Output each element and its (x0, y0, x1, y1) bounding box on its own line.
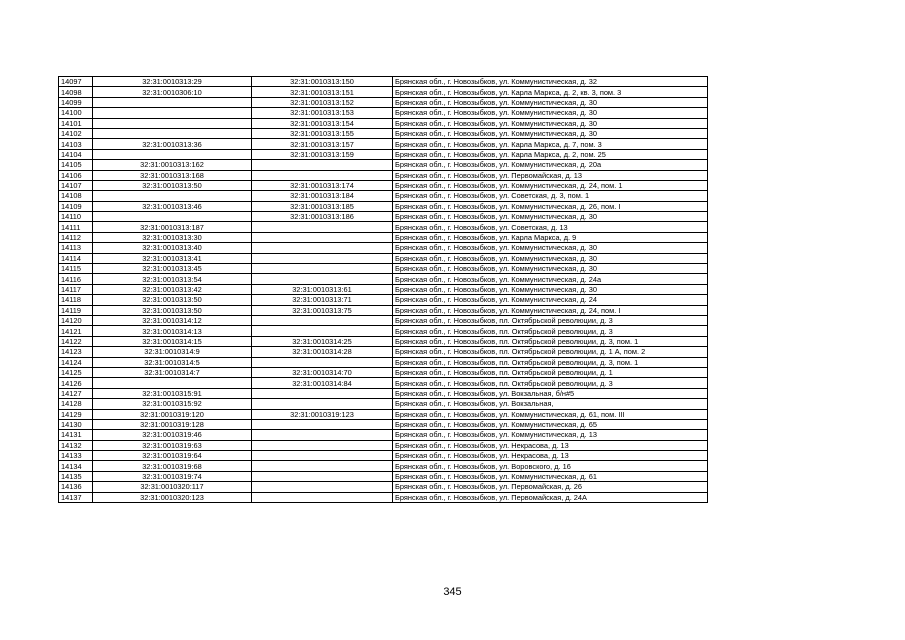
address-cell: Брянская обл., г. Новозыбков, ул. Коммунистическая, д. 30 (393, 284, 708, 294)
cadastral-table (58, 76, 708, 503)
table-row (59, 253, 708, 263)
related-cadastral-number-cell: 32:31:0010313:155 (252, 128, 393, 138)
cadastral-number-cell (93, 97, 252, 107)
address-cell: Брянская обл., г. Новозыбков, ул. Коммунистическая, д. 30 (393, 212, 708, 222)
cadastral-number-cell: 32:31:0010313:45 (93, 264, 252, 274)
cadastral-table-body (59, 77, 708, 503)
address-cell: Брянская обл., г. Новозыбков, ул. Первомайская, д. 24А (393, 492, 708, 502)
row-number-cell: 14125 (59, 367, 93, 377)
table-row (59, 97, 708, 107)
cadastral-number-cell: 32:31:0010320:123 (93, 492, 252, 502)
address-cell: Брянская обл., г. Новозыбков, пл. Октябрьской революции, д. 3 (393, 326, 708, 336)
row-number-cell: 14109 (59, 201, 93, 211)
address-cell: Брянская обл., г. Новозыбков, пл. Октябрьской революции, д. 3 (393, 378, 708, 388)
table-row (59, 357, 708, 367)
row-number-cell: 14133 (59, 451, 93, 461)
table-row (59, 139, 708, 149)
row-number-cell: 14111 (59, 222, 93, 232)
cadastral-number-cell: 32:31:0010313:54 (93, 274, 252, 284)
row-number-cell: 14099 (59, 97, 93, 107)
cadastral-number-cell: 32:31:0010314:12 (93, 315, 252, 325)
related-cadastral-number-cell (252, 419, 393, 429)
related-cadastral-number-cell: 32:31:0010313:61 (252, 284, 393, 294)
table-row (59, 399, 708, 409)
related-cadastral-number-cell (252, 482, 393, 492)
row-number-cell: 14112 (59, 232, 93, 242)
related-cadastral-number-cell: 32:31:0010313:75 (252, 305, 393, 315)
table-row (59, 326, 708, 336)
address-cell: Брянская обл., г. Новозыбков, ул. Первомайская, д. 26 (393, 482, 708, 492)
table-row (59, 492, 708, 502)
row-number-cell: 14121 (59, 326, 93, 336)
address-cell: Брянская обл., г. Новозыбков, ул. Коммунистическая, д. 30 (393, 243, 708, 253)
row-number-cell: 14107 (59, 180, 93, 190)
address-cell: Брянская обл., г. Новозыбков, ул. Коммунистическая, д. 65 (393, 419, 708, 429)
row-number-cell: 14135 (59, 471, 93, 481)
row-number-cell: 14114 (59, 253, 93, 263)
table-row (59, 149, 708, 159)
address-cell: Брянская обл., г. Новозыбков, ул. Коммунистическая, д. 24 (393, 295, 708, 305)
address-cell: Брянская обл., г. Новозыбков, ул. Коммунистическая, д. 32 (393, 77, 708, 87)
related-cadastral-number-cell: 32:31:0010314:70 (252, 367, 393, 377)
address-cell: Брянская обл., г. Новозыбков, ул. Коммунистическая, д. 24, пом. I (393, 305, 708, 315)
related-cadastral-number-cell: 32:31:0010314:84 (252, 378, 393, 388)
cadastral-number-cell: 32:31:0010319:64 (93, 451, 252, 461)
table-row (59, 378, 708, 388)
related-cadastral-number-cell (252, 264, 393, 274)
row-number-cell: 14108 (59, 191, 93, 201)
row-number-cell: 14131 (59, 430, 93, 440)
address-cell: Брянская обл., г. Новозыбков, пл. Октябрьской революции, д. 1 (393, 367, 708, 377)
table-row (59, 87, 708, 97)
related-cadastral-number-cell: 32:31:0010313:153 (252, 108, 393, 118)
table-row (59, 284, 708, 294)
related-cadastral-number-cell: 32:31:0010313:71 (252, 295, 393, 305)
cadastral-number-cell: 32:31:0010314:15 (93, 336, 252, 346)
page-number: 345 (443, 586, 462, 598)
cadastral-number-cell (93, 149, 252, 159)
address-cell: Брянская обл., г. Новозыбков, ул. Карла Маркса, д. 9 (393, 232, 708, 242)
row-number-cell: 14115 (59, 264, 93, 274)
cadastral-number-cell: 32:31:0010313:187 (93, 222, 252, 232)
address-cell: Брянская обл., г. Новозыбков, ул. Некрасова, д. 13 (393, 451, 708, 461)
row-number-cell: 14113 (59, 243, 93, 253)
address-cell: Брянская обл., г. Новозыбков, ул. Коммунистическая, д. 30 (393, 128, 708, 138)
row-number-cell: 14130 (59, 419, 93, 429)
cadastral-number-cell (93, 108, 252, 118)
related-cadastral-number-cell (252, 232, 393, 242)
address-cell: Брянская обл., г. Новозыбков, пл. Октябрьской революции, д. 3, пом. 1 (393, 336, 708, 346)
table-row (59, 347, 708, 357)
row-number-cell: 14136 (59, 482, 93, 492)
address-cell: Брянская обл., г. Новозыбков, ул. Коммунистическая, д. 61, пом. III (393, 409, 708, 419)
table-row (59, 336, 708, 346)
row-number-cell: 14100 (59, 108, 93, 118)
table-row (59, 440, 708, 450)
cadastral-number-cell: 32:31:0010319:120 (93, 409, 252, 419)
related-cadastral-number-cell: 32:31:0010313:174 (252, 180, 393, 190)
address-cell: Брянская обл., г. Новозыбков, ул. Коммунистическая, д. 30 (393, 108, 708, 118)
address-cell: Брянская обл., г. Новозыбков, ул. Вокзальная, б/н#5 (393, 388, 708, 398)
row-number-cell: 14104 (59, 149, 93, 159)
cadastral-number-cell: 32:31:0010313:30 (93, 232, 252, 242)
table-row (59, 77, 708, 87)
table-row (59, 232, 708, 242)
cadastral-number-cell: 32:31:0010314:13 (93, 326, 252, 336)
cadastral-number-cell: 32:31:0010306:10 (93, 87, 252, 97)
related-cadastral-number-cell (252, 222, 393, 232)
cadastral-number-cell: 32:31:0010313:50 (93, 295, 252, 305)
address-cell: Брянская обл., г. Новозыбков, ул. Коммунистическая, д. 30 (393, 118, 708, 128)
table-row (59, 118, 708, 128)
row-number-cell: 14103 (59, 139, 93, 149)
address-cell: Брянская обл., г. Новозыбков, ул. Карла Маркса, д. 2, пом. 25 (393, 149, 708, 159)
related-cadastral-number-cell (252, 492, 393, 502)
address-cell: Брянская обл., г. Новозыбков, ул. Коммунистическая, д. 30 (393, 264, 708, 274)
table-row (59, 222, 708, 232)
address-cell: Брянская обл., г. Новозыбков, ул. Коммунистическая, д. 30 (393, 97, 708, 107)
related-cadastral-number-cell: 32:31:0010313:152 (252, 97, 393, 107)
cadastral-number-cell (93, 378, 252, 388)
related-cadastral-number-cell: 32:31:0010313:184 (252, 191, 393, 201)
table-row (59, 274, 708, 284)
related-cadastral-number-cell: 32:31:0010313:151 (252, 87, 393, 97)
related-cadastral-number-cell (252, 170, 393, 180)
address-cell: Брянская обл., г. Новозыбков, ул. Некрасова, д. 13 (393, 440, 708, 450)
row-number-cell: 14110 (59, 212, 93, 222)
related-cadastral-number-cell: 32:31:0010313:159 (252, 149, 393, 159)
related-cadastral-number-cell (252, 399, 393, 409)
row-number-cell: 14105 (59, 160, 93, 170)
row-number-cell: 14119 (59, 305, 93, 315)
table-row (59, 160, 708, 170)
address-cell: Брянская обл., г. Новозыбков, ул. Вокзальная, (393, 399, 708, 409)
address-cell: Брянская обл., г. Новозыбков, ул. Коммунистическая, д. 30 (393, 253, 708, 263)
cadastral-number-cell: 32:31:0010314:7 (93, 367, 252, 377)
related-cadastral-number-cell (252, 451, 393, 461)
cadastral-number-cell: 32:31:0010319:68 (93, 461, 252, 471)
row-number-cell: 14122 (59, 336, 93, 346)
related-cadastral-number-cell (252, 471, 393, 481)
related-cadastral-number-cell: 32:31:0010313:150 (252, 77, 393, 87)
address-cell: Брянская обл., г. Новозыбков, пл. Октябрьской революции, д. 3 (393, 315, 708, 325)
cadastral-number-cell (93, 191, 252, 201)
cadastral-number-cell: 32:31:0010315:92 (93, 399, 252, 409)
address-cell: Брянская обл., г. Новозыбков, ул. Карла Маркса, д. 2, кв. 3, пом. 3 (393, 87, 708, 97)
row-number-cell: 14097 (59, 77, 93, 87)
cadastral-number-cell: 32:31:0010313:36 (93, 139, 252, 149)
table-row (59, 305, 708, 315)
related-cadastral-number-cell: 32:31:0010319:123 (252, 409, 393, 419)
row-number-cell: 14106 (59, 170, 93, 180)
table-row (59, 388, 708, 398)
related-cadastral-number-cell: 32:31:0010313:186 (252, 212, 393, 222)
cadastral-number-cell: 32:31:0010319:63 (93, 440, 252, 450)
address-cell: Брянская обл., г. Новозыбков, ул. Коммунистическая, д. 61 (393, 471, 708, 481)
row-number-cell: 14134 (59, 461, 93, 471)
address-cell: Брянская обл., г. Новозыбков, ул. Коммунистическая, д. 24, пом. 1 (393, 180, 708, 190)
row-number-cell: 14132 (59, 440, 93, 450)
table-row (59, 451, 708, 461)
cadastral-number-cell: 32:31:0010313:50 (93, 180, 252, 190)
table-row (59, 471, 708, 481)
related-cadastral-number-cell (252, 440, 393, 450)
cadastral-number-cell: 32:31:0010314:9 (93, 347, 252, 357)
related-cadastral-number-cell (252, 388, 393, 398)
row-number-cell: 14120 (59, 315, 93, 325)
cadastral-number-cell: 32:31:0010319:128 (93, 419, 252, 429)
row-number-cell: 14102 (59, 128, 93, 138)
table-row (59, 315, 708, 325)
address-cell: Брянская обл., г. Новозыбков, ул. Советская, д. 13 (393, 222, 708, 232)
related-cadastral-number-cell (252, 326, 393, 336)
related-cadastral-number-cell: 32:31:0010313:157 (252, 139, 393, 149)
related-cadastral-number-cell: 32:31:0010314:25 (252, 336, 393, 346)
address-cell: Брянская обл., г. Новозыбков, ул. Первомайская, д. 13 (393, 170, 708, 180)
cadastral-number-cell (93, 212, 252, 222)
table-row (59, 264, 708, 274)
table-row (59, 180, 708, 190)
related-cadastral-number-cell (252, 357, 393, 367)
cadastral-number-cell: 32:31:0010313:29 (93, 77, 252, 87)
cadastral-number-cell (93, 128, 252, 138)
cadastral-number-cell: 32:31:0010313:40 (93, 243, 252, 253)
related-cadastral-number-cell (252, 243, 393, 253)
row-number-cell: 14118 (59, 295, 93, 305)
table-row (59, 482, 708, 492)
cadastral-number-cell: 32:31:0010313:50 (93, 305, 252, 315)
cadastral-number-cell: 32:31:0010313:46 (93, 201, 252, 211)
row-number-cell: 14117 (59, 284, 93, 294)
row-number-cell: 14129 (59, 409, 93, 419)
table-row (59, 108, 708, 118)
related-cadastral-number-cell (252, 274, 393, 284)
row-number-cell: 14126 (59, 378, 93, 388)
address-cell: Брянская обл., г. Новозыбков, ул. Коммунистическая, д. 26, пом. I (393, 201, 708, 211)
related-cadastral-number-cell (252, 461, 393, 471)
cadastral-number-cell: 32:31:0010313:41 (93, 253, 252, 263)
address-cell: Брянская обл., г. Новозыбков, ул. Коммунистическая, д. 24а (393, 274, 708, 284)
address-cell: Брянская обл., г. Новозыбков, ул. Коммунистическая, д. 13 (393, 430, 708, 440)
related-cadastral-number-cell: 32:31:0010313:154 (252, 118, 393, 128)
related-cadastral-number-cell (252, 430, 393, 440)
row-number-cell: 14124 (59, 357, 93, 367)
table-row (59, 212, 708, 222)
row-number-cell: 14127 (59, 388, 93, 398)
related-cadastral-number-cell: 32:31:0010313:185 (252, 201, 393, 211)
table-row (59, 191, 708, 201)
address-cell: Брянская обл., г. Новозыбков, ул. Коммунистическая, д. 20а (393, 160, 708, 170)
cadastral-number-cell: 32:31:0010320:117 (93, 482, 252, 492)
related-cadastral-number-cell (252, 253, 393, 263)
address-cell: Брянская обл., г. Новозыбков, пл. Октябрьской революции, д. 3, пом. 1 (393, 357, 708, 367)
table-row (59, 243, 708, 253)
cadastral-number-cell: 32:31:0010319:74 (93, 471, 252, 481)
row-number-cell: 14116 (59, 274, 93, 284)
address-cell: Брянская обл., г. Новозыбков, ул. Воровского, д. 16 (393, 461, 708, 471)
row-number-cell: 14123 (59, 347, 93, 357)
cadastral-number-cell (93, 118, 252, 128)
table-row (59, 128, 708, 138)
row-number-cell: 14101 (59, 118, 93, 128)
address-cell: Брянская обл., г. Новозыбков, пл. Октябрьской революции, д. 1 А, пом. 2 (393, 347, 708, 357)
cadastral-number-cell: 32:31:0010313:168 (93, 170, 252, 180)
cadastral-number-cell: 32:31:0010313:42 (93, 284, 252, 294)
cadastral-number-cell: 32:31:0010313:162 (93, 160, 252, 170)
table-row (59, 367, 708, 377)
cadastral-number-cell: 32:31:0010315:91 (93, 388, 252, 398)
related-cadastral-number-cell (252, 315, 393, 325)
address-cell: Брянская обл., г. Новозыбков, ул. Карла Маркса, д. 7, пом. 3 (393, 139, 708, 149)
cadastral-number-cell: 32:31:0010314:5 (93, 357, 252, 367)
cadastral-number-cell: 32:31:0010319:46 (93, 430, 252, 440)
table-row (59, 295, 708, 305)
related-cadastral-number-cell: 32:31:0010314:28 (252, 347, 393, 357)
related-cadastral-number-cell (252, 160, 393, 170)
table-row (59, 201, 708, 211)
table-row (59, 409, 708, 419)
table-row (59, 430, 708, 440)
row-number-cell: 14137 (59, 492, 93, 502)
address-cell: Брянская обл., г. Новозыбков, ул. Советская, д. 3, пом. 1 (393, 191, 708, 201)
row-number-cell: 14128 (59, 399, 93, 409)
row-number-cell: 14098 (59, 87, 93, 97)
table-row (59, 461, 708, 471)
table-row (59, 170, 708, 180)
table-row (59, 419, 708, 429)
